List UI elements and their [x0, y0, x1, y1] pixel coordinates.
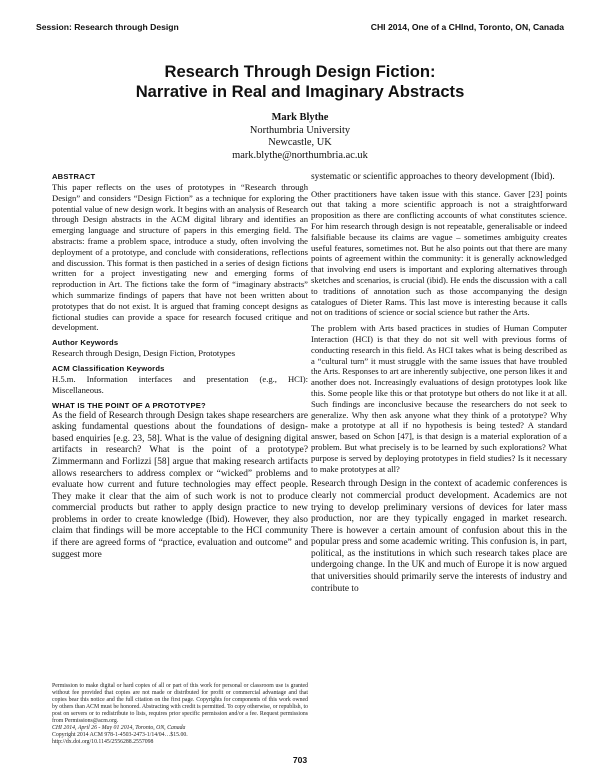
- conference-label: CHI 2014, One of a CHInd, Toronto, ON, Canada: [370, 22, 564, 32]
- acm-classification-heading: ACM Classification Keywords: [52, 363, 165, 373]
- author-location: Newcastle, UK: [268, 137, 332, 148]
- right-paragraph-2: Other practitioners have taken issue with this stance. Gaver [23] points out that taking a more scientific approach is not a straightforward proposition as there are conflicting accounts of what constitutes science. For him research through design is not repeatable, generalisable or indeed falsifiable because its claims are vague – sometimes ambiguity creates useful features, sometimes not. But he also points out that there are many points of agreement within the community: it is generally acknowledged that involving end users is important and exploring alternatives through sketches and scenarios, is crucial (ibid). He ends the discussion with a call to traditions of annotation such as those accompanying the design catalogues of Dieter Rams. This last move is interesting because it calls not on traditions of science or social science but rather the Arts.: [311, 188, 567, 318]
- permission-notice: Permission to make digital or hard copies of all or part of this work for personal or classroom use is granted without fee provided that copies are not made or distributed for profit or commercial advantage and that copies bear this notice and the full citation on the first page. Copyrights for components of this work owned by others than ACM must be honored. Abstracting with credit is permitted. To copy otherwise, or republish, to post on servers or to redistribute to lists, requires prior specific permission and/or a fee. Request permissions from Permissions@acm.org.: [52, 683, 308, 724]
- acm-classification-text: H.5.m. Information interfaces and presentation (e.g., HCI): Miscellaneous.: [52, 373, 308, 395]
- abstract-text: This paper reflects on the uses of prototypes in “Research through Design” and considers “Design Fiction” as a technique for exploring the potential value of new design work. It begins with an analysis of Research through Design abstracts in the ACM digital library and identifies an emerging language and structure of papers in this emerging field. The abstracts: frame a problem space, introduce a study, often involving the deployment of a prototype, and conclude with considerations, reflections and discussion. This format is then pastiched in a series of design fictions written for a project investigating new and emerging forms of reproduction in Art. The fictions take the form of “imaginary abstracts” which summarize findings of papers that have not been written about prototypes that do not exist. It is argued that framing concept designs as fictional studies can provide a space for research focused critique and development.: [52, 182, 308, 333]
- title-line-2: Narrative in Real and Imaginary Abstracts: [135, 82, 465, 101]
- abstract-heading: ABSTRACT: [52, 172, 96, 181]
- author-keywords-heading: Author Keywords: [52, 338, 119, 348]
- title-block: [36, 62, 564, 162]
- author-name: Mark Blythe: [271, 112, 329, 123]
- page-number: 703: [292, 755, 308, 765]
- session-label: Session: Research through Design: [36, 22, 179, 32]
- running-header: [36, 22, 564, 34]
- author-email: mark.blythe@northumbria.ac.uk: [232, 149, 368, 161]
- right-column: [311, 172, 567, 595]
- copyright-footnote: [52, 683, 308, 746]
- author-affiliation: Northumbria University: [249, 124, 351, 136]
- right-paragraph-1: systematic or scientific approaches to theory development (Ibid).: [311, 172, 555, 182]
- right-paragraph-4: Research through Design in the context of academic conferences is clearly not commercial product development. Academics are not trying to develop preliminary versions of devices for later mass production, nor are they typically engaged in market research. There is however a certain amount of confusion about this in the popular press and some academic writing. This confusion is, in part, political, as the institutions in which such research takes place are undergoing change. In the UK and much of Europe it is now argued that universities should primarily serve the interests of industry and contribute to: [311, 479, 567, 594]
- prototype-section-text: As the field of Research through Design takes shape researchers are asking fundamental questions about the foundations of design-based enquiries [e.g. 23, 58]. What is the value of designing digital artifacts in research? What is the point of a prototype? Zimmermann and Forlizzi [58] argue that making research artifacts allows researchers to address complex or “wicked” problems and evaluate how current and future technologies may effect people. They make it clear that the aim of such work is not to produce commercial products but rather to apply design practice to new problems in order to create knowledge (Ibid). However, they also claim that findings will be more acceptable to the HCI community if there are agreed forms of “practice, evaluation and outcome” and suggest more: [52, 410, 308, 560]
- doi-link[interactable]: http://dx.doi.org/10.1145/2556288.2557098: [52, 739, 154, 745]
- author-block: [36, 112, 564, 162]
- paper-title: [36, 62, 564, 102]
- venue-line: CHI 2014, April 26 - May 01 2014, Toronto, ON, Canada: [52, 725, 186, 731]
- left-column: [52, 172, 308, 561]
- title-line-1: Research Through Design Fiction:: [164, 62, 436, 81]
- copyright-line: Copyright 2014 ACM 978-1-4503-2473-1/14/04…$15.00.: [52, 732, 188, 738]
- author-keywords-text: Research through Design, Design Fiction, Prototypes: [52, 348, 236, 359]
- prototype-section-heading: WHAT IS THE POINT OF A PROTOTYPE?: [52, 400, 206, 410]
- right-paragraph-3: The problem with Arts based practices in studies of Human Computer Interaction (HCI) is that they do not sit well with previous forms of conducting research in this field. As HCI takes what is being described as a “cultural turn” it must struggle with the same issues that have troubled the Arts. Responses to art are inherently subjective, one person likes it and another does not. Increasingly evaluations of design prototypes look like this. Some people like this or that prototype but others do not like it at all. Such findings are inconclusive because the researchers do not seek to generalize. Why then ask anyone what they think of a prototype? Why make a prototype at all if no hypothesis is being tested? A standard answer, based on Schon [47], is that design is a material exploration of a problem. But what precisely is to be learned by such explorations? What purpose is served by deploying prototypes in field studies? Is it necessary to make prototypes at all?: [311, 323, 567, 474]
